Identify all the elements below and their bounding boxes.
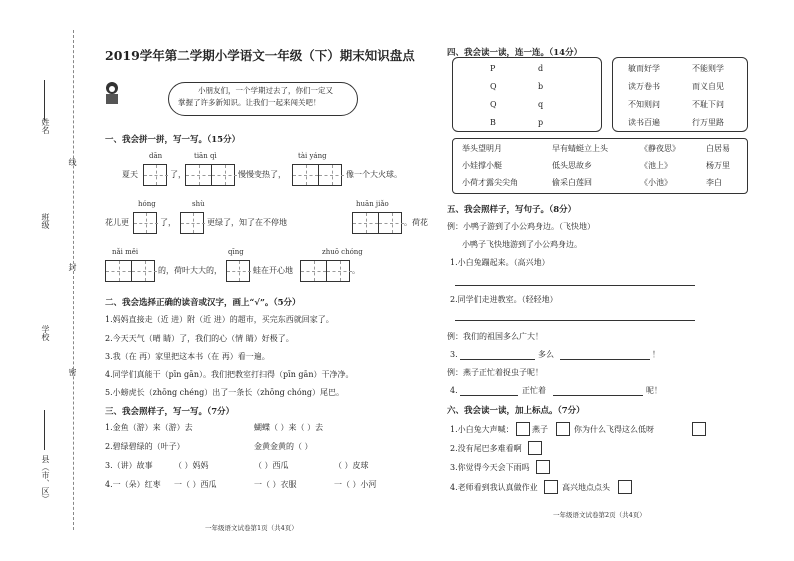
match-item[interactable]: p xyxy=(538,118,544,127)
match-item[interactable]: 读万卷书 xyxy=(628,82,660,91)
question-text: 正忙着 xyxy=(522,386,546,395)
text: 的，荷叶大大的， xyxy=(158,266,222,275)
answer-blank[interactable]: （ ）皮球 xyxy=(334,461,369,470)
section-3-heading: 三、我会照样子，写一写。（7分） xyxy=(105,407,235,417)
question-text: 2.没有尾巴多难看啊 xyxy=(450,444,522,453)
question-text: ！ xyxy=(652,350,660,359)
pinyin: tài yáng xyxy=(298,152,327,160)
sidebar-school-label: 学校 xyxy=(41,325,50,341)
section-4-heading: 四、我会读一读，连一连。（14分） xyxy=(447,48,583,58)
match-item[interactable]: 《静夜思》 xyxy=(640,144,680,153)
match-item[interactable]: 小荷才露尖尖角 xyxy=(462,178,518,187)
question-text: 燕子 xyxy=(532,425,548,434)
match-item[interactable]: Q xyxy=(490,82,497,91)
question-text: 4.老师看到我认真做作业 xyxy=(450,483,538,492)
text: 。 xyxy=(352,266,360,275)
pinyin: tiān qì xyxy=(194,152,217,160)
question-item[interactable]: 4.同学们真能干（pīn gān）。我们把教室打扫得（pīn gān）干净净。 xyxy=(105,370,354,379)
text: 慢慢变热了， xyxy=(238,170,286,179)
example-text: 2.碧绿碧绿的（叶子） xyxy=(105,442,185,451)
writing-grid[interactable] xyxy=(292,164,342,186)
writing-grid[interactable] xyxy=(226,260,250,282)
punctuation-box[interactable] xyxy=(544,480,558,494)
punctuation-box[interactable] xyxy=(556,422,570,436)
answer-blank[interactable]: （ ）西瓜 xyxy=(254,461,289,470)
punctuation-box[interactable] xyxy=(528,441,542,455)
writing-grid[interactable] xyxy=(105,260,155,282)
match-item[interactable]: 举头望明月 xyxy=(462,144,502,153)
intro-line-1: 小朋友们，一个学期过去了，你们一定又 xyxy=(198,86,333,95)
match-item[interactable]: 不耻下问 xyxy=(692,100,724,109)
match-item[interactable]: 敏而好学 xyxy=(628,64,660,73)
question-item[interactable]: 1.妈妈直接走（近 进）附（近 进）的超市，买完东西就回家了。 xyxy=(105,315,334,324)
question-text: 高兴地点点头 xyxy=(562,483,610,492)
pinyin: dān xyxy=(149,152,163,160)
writing-grid[interactable] xyxy=(143,164,167,186)
question-text: 3.你觉得今天会下雨吗 xyxy=(450,463,530,472)
section-5-heading: 五、我会照样子，写句子。（8分） xyxy=(447,205,577,215)
question-item[interactable]: 2.今天天气（晴 睛）了，我们的心（情 睛）好极了。 xyxy=(105,334,294,343)
match-box-letters xyxy=(452,57,602,132)
sidebar-secret-label: 密 xyxy=(68,368,77,376)
question-text: 你为什么飞得这么低呀 xyxy=(574,425,654,434)
name-line xyxy=(44,80,46,120)
match-item[interactable]: 不知则问 xyxy=(628,100,660,109)
writing-grid[interactable] xyxy=(300,260,350,282)
match-item[interactable]: 杨万里 xyxy=(706,161,730,170)
answer-blank[interactable]: （ ）妈妈 xyxy=(174,461,209,470)
answer-line[interactable] xyxy=(560,359,650,360)
answer-line[interactable] xyxy=(455,285,695,286)
text: 更绿了，知了在不停地 xyxy=(207,218,287,227)
example-text: 例：燕子正忙着捉虫子呢！ xyxy=(447,368,543,377)
question-item[interactable]: 3.我（在 再）家里把这本书（在 再）看一遍。 xyxy=(105,352,270,361)
punctuation-box[interactable] xyxy=(536,460,550,474)
match-item[interactable]: 低头思故乡 xyxy=(552,161,592,170)
match-item[interactable]: q xyxy=(538,100,544,109)
answer-line[interactable] xyxy=(553,395,643,396)
match-item[interactable]: 早有蜻蜓立上头 xyxy=(552,144,608,153)
section-1-heading: 一、我会拼一拼，写一写。（15分） xyxy=(105,135,241,145)
text: 花儿更 xyxy=(105,218,129,227)
sidebar-class-label: 班级 xyxy=(41,213,50,229)
writing-grid[interactable] xyxy=(352,212,402,234)
question-item[interactable]: 5.小螃虎长（zhōng chéng）出了一条长（zhōng chóng）尾巴。 xyxy=(105,388,344,397)
section-2-heading: 二、我会选择正确的读音或汉字，画上“√”。（5分） xyxy=(105,298,301,308)
student-icon xyxy=(100,80,124,106)
sidebar-name-label: 姓名 xyxy=(41,118,50,134)
text: 夏天 xyxy=(122,170,138,179)
punctuation-box[interactable] xyxy=(516,422,530,436)
text: 了， xyxy=(160,218,176,227)
answer-line[interactable] xyxy=(460,359,535,360)
pinyin: zhuō chóng xyxy=(322,248,363,256)
match-item[interactable]: 偷采白莲回 xyxy=(552,178,592,187)
binding-line xyxy=(73,30,74,530)
match-item[interactable]: 行万里路 xyxy=(692,118,724,127)
question-text: 3. xyxy=(450,350,458,359)
example-text: 1.金鱼（游）来（游）去 xyxy=(105,423,193,432)
answer-blank[interactable]: 金黄金黄的（ ） xyxy=(254,442,313,451)
page-title: 2019学年第二学期小学语文一年级（下）期末知识盘点 xyxy=(105,48,415,63)
match-item[interactable]: 李白 xyxy=(706,178,722,187)
pinyin: huān jiǎo xyxy=(356,200,389,208)
match-item[interactable]: 而义自见 xyxy=(692,82,724,91)
answer-blank[interactable]: 一（ ）西瓜 xyxy=(174,480,217,489)
section-6-heading: 六、我会读一读，加上标点。（7分） xyxy=(447,406,585,416)
text: 。荷花 xyxy=(404,218,428,227)
sidebar-district-label: 县（市、区） xyxy=(41,455,50,503)
match-item[interactable]: P xyxy=(490,64,496,73)
match-item[interactable]: 小娃撑小艇 xyxy=(462,161,502,170)
match-item[interactable]: 白居易 xyxy=(706,144,730,153)
text: 蛙在开心地 xyxy=(253,266,293,275)
question-text: 1.小白兔蹦起来。（高兴地） xyxy=(450,258,550,267)
question-text: 呢！ xyxy=(646,386,662,395)
answer-blank[interactable]: 一（ ）衣服 xyxy=(254,480,297,489)
example-text: 4.一（朵）红枣 xyxy=(105,480,161,489)
page-footer-left: 一年级语文试卷第1页（共4页） xyxy=(205,524,298,532)
question-text: 2.同学们走进教室。（轻轻地） xyxy=(450,295,558,304)
question-text: 4. xyxy=(450,386,458,395)
pinyin: qīng xyxy=(228,248,244,256)
match-item[interactable]: d xyxy=(538,64,544,73)
match-item[interactable]: B xyxy=(490,118,496,127)
question-text: 多么 xyxy=(538,350,554,359)
answer-blank[interactable]: 一（ ）小河 xyxy=(334,480,377,489)
match-item[interactable]: 《小池》 xyxy=(640,178,672,187)
match-item[interactable]: 不能则学 xyxy=(692,64,724,73)
match-item[interactable]: b xyxy=(538,82,544,91)
writing-grid[interactable] xyxy=(185,164,235,186)
writing-grid[interactable] xyxy=(180,212,204,234)
punctuation-box[interactable] xyxy=(618,480,632,494)
intro-line-2: 掌握了许多新知识。让我们一起来闯关吧！ xyxy=(178,98,321,107)
punctuation-box[interactable] xyxy=(692,422,706,436)
pinyin: shù xyxy=(192,200,205,208)
sidebar-seat-label: 线 xyxy=(68,158,77,166)
pinyin: nǎi měi xyxy=(112,248,139,256)
answer-line[interactable] xyxy=(455,320,695,321)
question-text: 1.小白兔大声喊： xyxy=(450,425,514,434)
text: 了， xyxy=(170,170,186,179)
match-item[interactable]: 读书百遍 xyxy=(628,118,660,127)
answer-blank[interactable]: 蝴蝶（ ）来（ ）去 xyxy=(254,423,324,432)
sidebar-seal-label: 封 xyxy=(68,263,77,271)
example-text: 例：我们的祖国多么广大！ xyxy=(447,332,543,341)
example-text: 3.（讲）故事 xyxy=(105,461,153,470)
page-footer-right: 一年级语文试卷第2页（共4页） xyxy=(553,511,646,519)
answer-line[interactable] xyxy=(460,395,518,396)
example-text: 小鸭子飞快地游到了小公鸡身边。 xyxy=(462,240,582,249)
match-item[interactable]: 《池上》 xyxy=(640,161,672,170)
example-text: 例：小鸭子游到了小公鸡身边。（飞快地） xyxy=(447,222,595,231)
pinyin: hóng xyxy=(138,200,156,208)
district-line xyxy=(44,410,46,450)
text: 像一个大火球。 xyxy=(346,170,402,179)
match-item[interactable]: Q xyxy=(490,100,497,109)
writing-grid[interactable] xyxy=(133,212,157,234)
